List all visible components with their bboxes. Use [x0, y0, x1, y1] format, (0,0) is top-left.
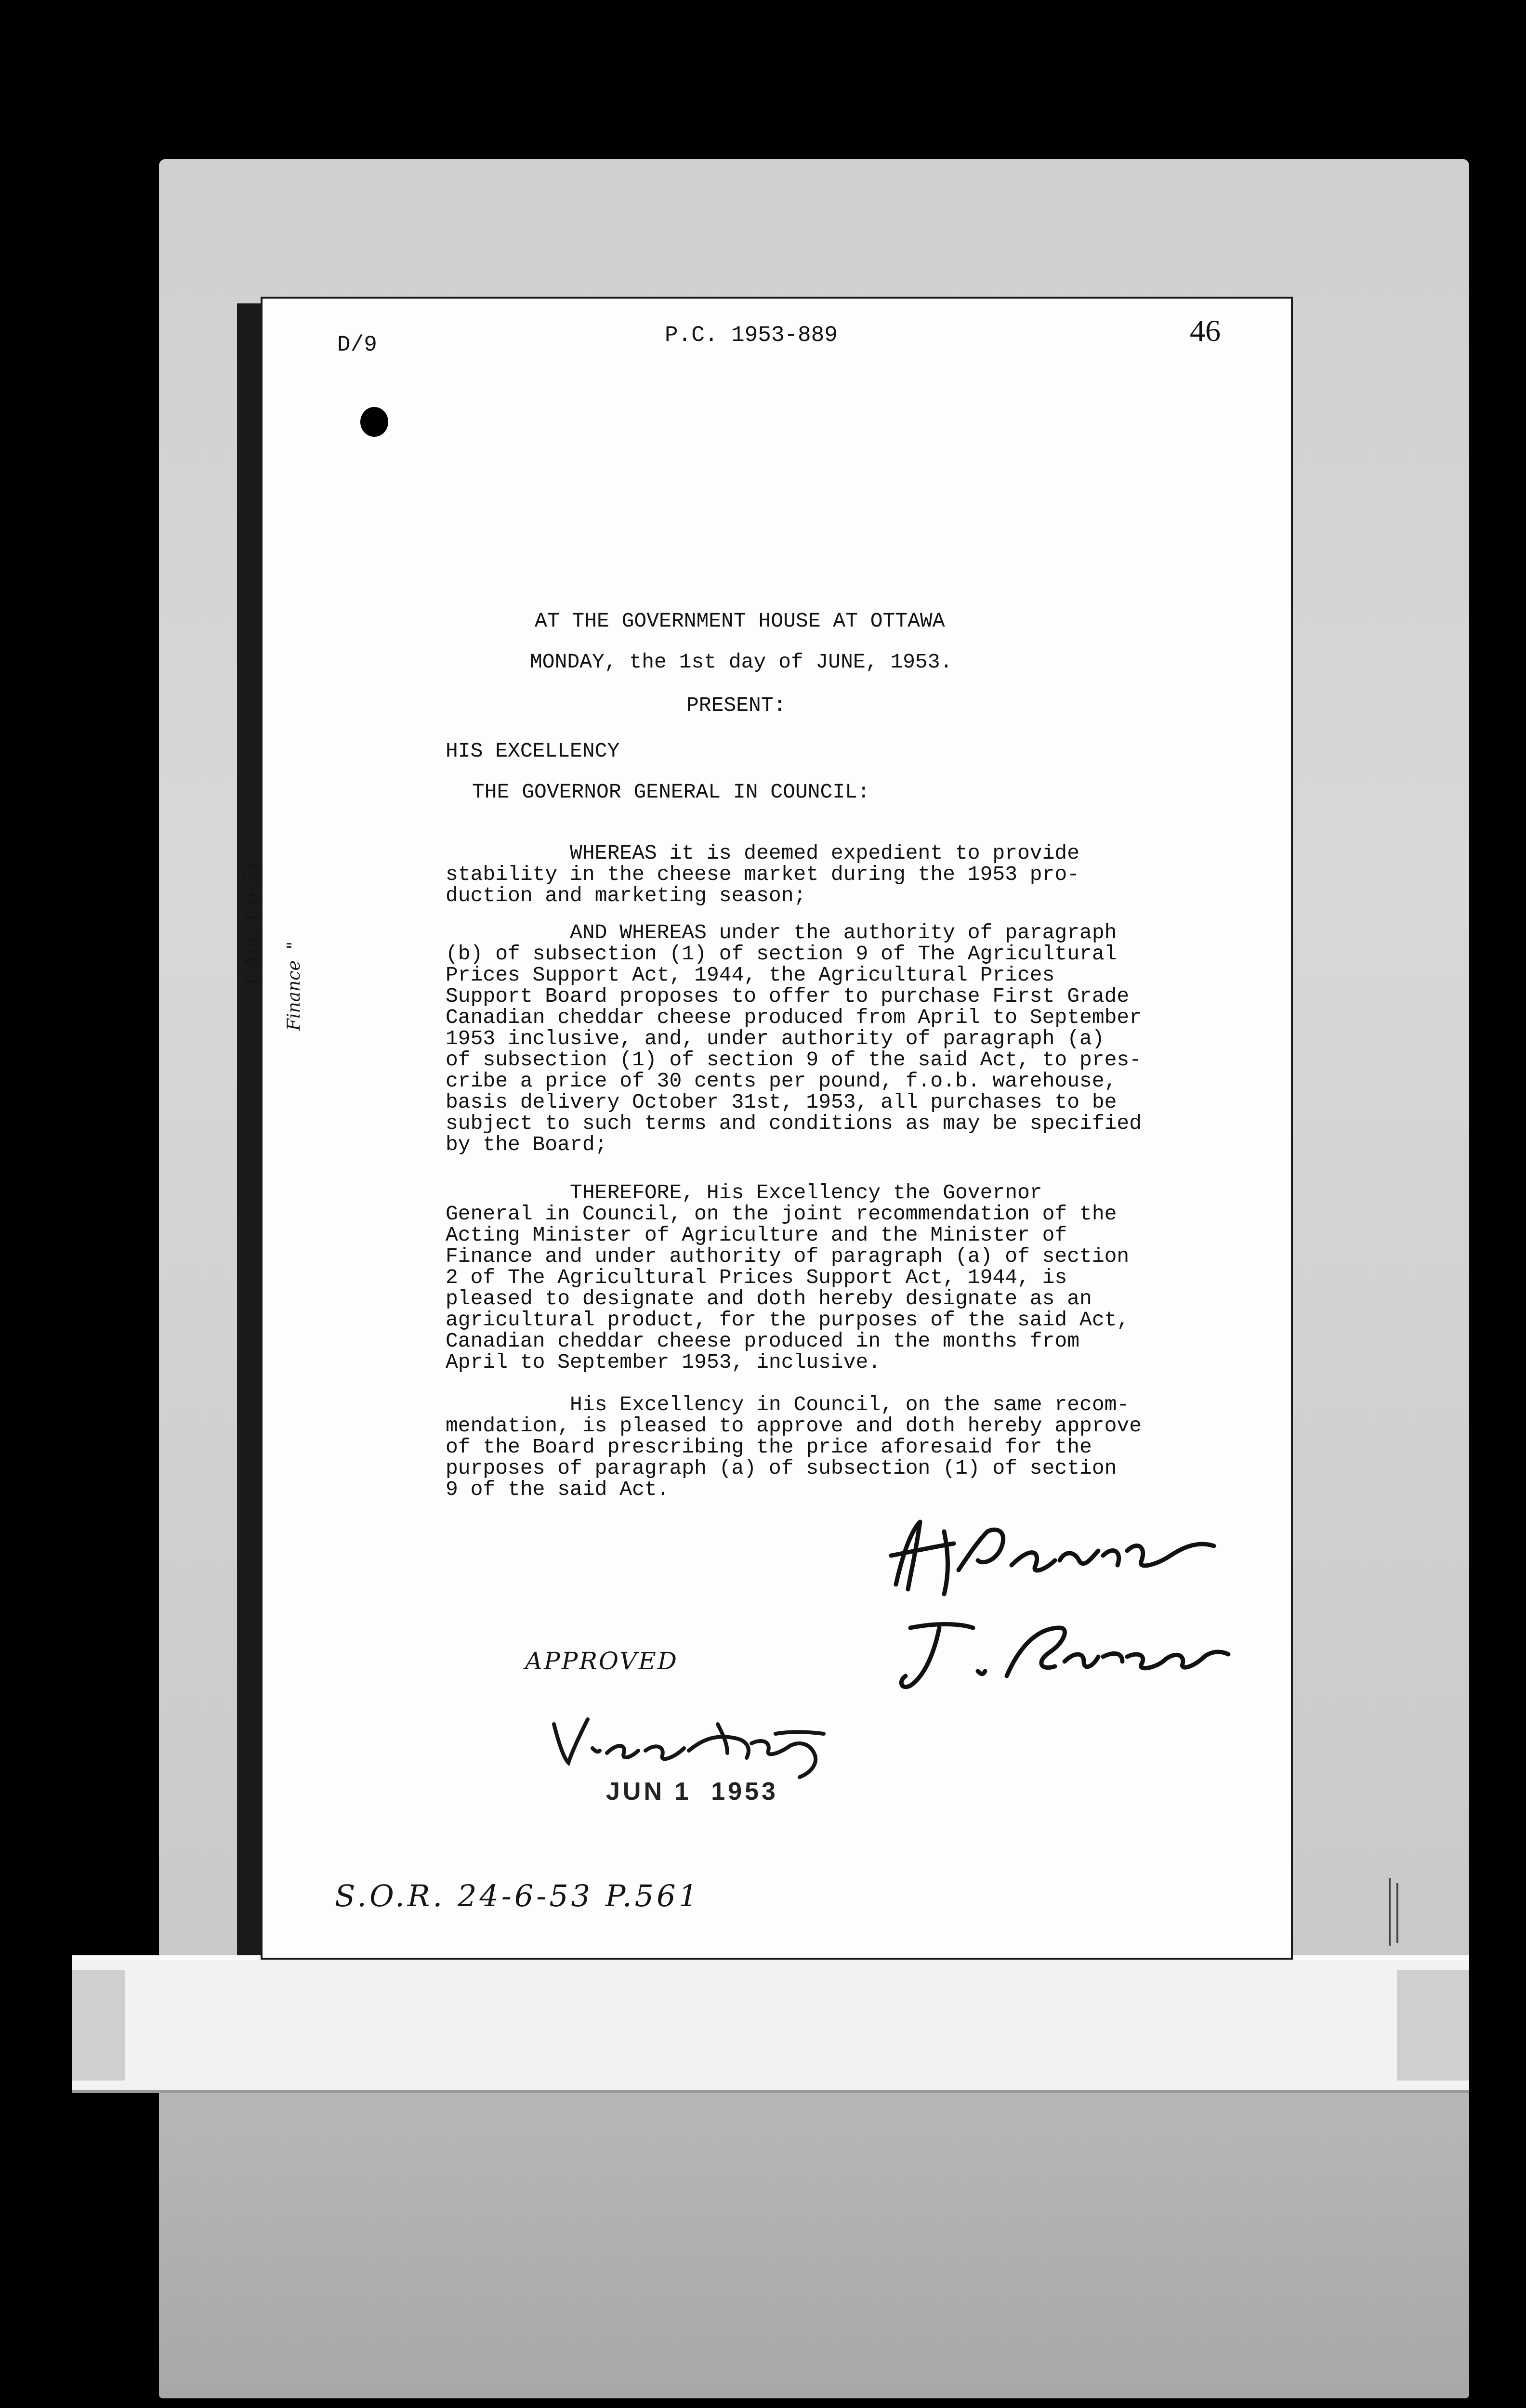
- paragraph-line: (b) of subsection (1) of section 9 of The Agricultural: [446, 942, 1117, 966]
- paragraph-approval: [446, 1394, 1178, 1500]
- paragraph-line: THEREFORE, His Excellency the Governor: [446, 1181, 1042, 1204]
- paragraph-line: of the Board prescribing the price aforesaid for the: [446, 1435, 1092, 1459]
- paragraph-line: Prices Support Act, 1944, the Agricultural Prices: [446, 963, 1055, 987]
- paragraph-line: 2 of The Agricultural Prices Support Act, 1944, is: [446, 1266, 1067, 1289]
- paragraph-line: 1953 inclusive, and, under authority of paragraph (a): [446, 1027, 1105, 1050]
- approved-annotation: APPROVED: [525, 1647, 678, 1675]
- paragraph-line: General in Council, on the joint recommendation of the: [446, 1202, 1117, 1226]
- paragraph-line: AND WHEREAS under the authority of paragraph: [446, 921, 1117, 944]
- sor-reference: S.O.R. 24-6-53 P.561: [335, 1878, 701, 1913]
- paragraph-line: Canadian cheddar cheese produced from April to September: [446, 1006, 1142, 1029]
- punch-hole: [360, 407, 388, 437]
- scan-holder-band-shade-left: [72, 1970, 125, 2081]
- page-number: 46: [1190, 314, 1221, 348]
- paragraph-line: Finance and under authority of paragraph (a) of section: [446, 1244, 1130, 1268]
- signature-garson: [896, 1609, 1233, 1695]
- paragraph-line: cribe a price of 30 cents per pound, f.o.b. warehouse,: [446, 1069, 1117, 1093]
- paragraph-line: of subsection (1) of section 9 of the said Act, to pres-: [446, 1048, 1142, 1072]
- scan-holder-band-shade-right: [1397, 1970, 1469, 2081]
- paragraph-and-whereas: [446, 922, 1178, 1155]
- scan-edge-marks: [1385, 1878, 1404, 1946]
- heading-present: PRESENT:: [686, 694, 786, 717]
- heading-date: MONDAY, the 1st day of JUNE, 1953.: [530, 650, 953, 674]
- paragraph-line: WHEREAS it is deemed expedient to provide: [446, 841, 1080, 865]
- paragraph-line: Acting Minister of Agriculture and the Minister of: [446, 1223, 1067, 1247]
- paragraph-line: by the Board;: [446, 1133, 607, 1156]
- paragraph-line: agricultural product, for the purposes of the said Act,: [446, 1308, 1130, 1332]
- paragraph-therefore: [446, 1182, 1178, 1373]
- paragraph-line: Canadian cheddar cheese produced in the months from: [446, 1329, 1080, 1353]
- paragraph-whereas: [446, 843, 1178, 906]
- margin-note-finance: Finance ": [284, 941, 304, 1031]
- heading-governor: THE GOVERNOR GENERAL IN COUNCIL:: [472, 780, 870, 804]
- paragraph-line: basis delivery October 31st, 1953, all purchases to be: [446, 1090, 1117, 1114]
- heading-excellency: HIS EXCELLENCY: [446, 739, 620, 763]
- paragraph-line: mendation, is pleased to approve and doth hereby approve: [446, 1414, 1142, 1438]
- order-number: P.C. 1953-889: [665, 323, 838, 348]
- paragraph-line: April to September 1953, inclusive.: [446, 1350, 881, 1374]
- scan-holder-band: [72, 1955, 1469, 2093]
- file-code: D/9: [337, 332, 377, 357]
- paragraph-line: Support Board proposes to offer to purchase First Grade: [446, 984, 1130, 1008]
- signature-vincent-massey: [544, 1705, 833, 1782]
- paragraph-line: purposes of paragraph (a) of subsection (1) of section: [446, 1456, 1117, 1480]
- paragraph-line: pleased to designate and doth hereby designate as an: [446, 1287, 1092, 1310]
- paragraph-line: 9 of the said Act.: [446, 1478, 670, 1501]
- signature-harris: [886, 1512, 1223, 1599]
- document-sheet-edge: [237, 303, 266, 1955]
- margin-note-agriculture: 1 Agr. 1-6-53: [241, 861, 263, 987]
- paragraph-line: His Excellency in Council, on the same recom-: [446, 1393, 1130, 1416]
- heading-place: AT THE GOVERNMENT HOUSE AT OTTAWA: [535, 609, 945, 633]
- paragraph-line: subject to such terms and conditions as may be specified: [446, 1112, 1142, 1135]
- paragraph-line: duction and marketing season;: [446, 884, 806, 907]
- approval-date-stamp: JUN 1 1953: [606, 1778, 778, 1806]
- paragraph-line: stability in the cheese market during the 1953 pro-: [446, 863, 1080, 886]
